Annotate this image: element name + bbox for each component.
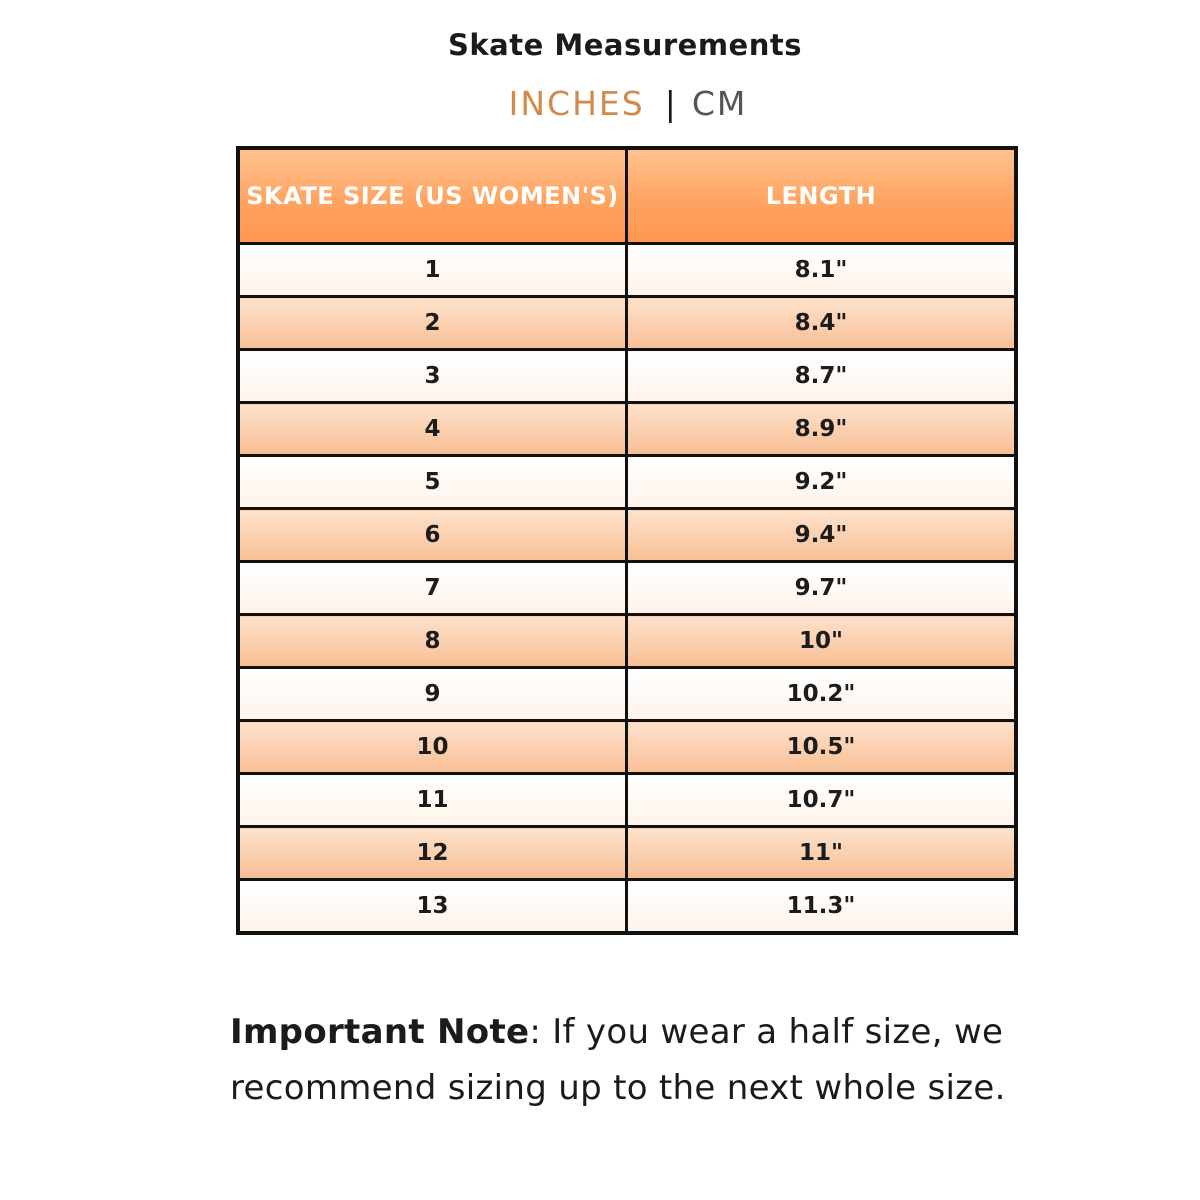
- unit-inches-tab[interactable]: INCHES: [508, 84, 645, 123]
- cell-length: 8.1": [627, 244, 1017, 297]
- cell-skate-size: 12: [238, 827, 627, 880]
- unit-switch: [0, 84, 1200, 124]
- table-row: [238, 350, 1016, 403]
- cell-skate-size: 5: [238, 456, 627, 509]
- table-row: [238, 456, 1016, 509]
- note-text: : If you wear a half size, we recommend sizing up to the next whole size.: [230, 1012, 1006, 1108]
- table-body: [238, 244, 1016, 934]
- table-row: [238, 615, 1016, 668]
- table-row: [238, 562, 1016, 615]
- cell-length: 9.2": [627, 456, 1017, 509]
- cell-length: 11.3": [627, 880, 1017, 934]
- unit-cm-tab[interactable]: CM: [691, 84, 748, 123]
- cell-skate-size: 6: [238, 509, 627, 562]
- cell-length: 9.4": [627, 509, 1017, 562]
- note-label: Important Note: [230, 1012, 530, 1052]
- cell-skate-size: 10: [238, 721, 627, 774]
- cell-skate-size: 8: [238, 615, 627, 668]
- table-row: [238, 509, 1016, 562]
- cell-skate-size: 11: [238, 774, 627, 827]
- cell-skate-size: 1: [238, 244, 627, 297]
- table-row: [238, 827, 1016, 880]
- cell-skate-size: 13: [238, 880, 627, 934]
- cell-length: 9.7": [627, 562, 1017, 615]
- important-note: [230, 1004, 1030, 1116]
- header-length: LENGTH: [627, 148, 1017, 244]
- cell-skate-size: 7: [238, 562, 627, 615]
- cell-skate-size: 3: [238, 350, 627, 403]
- page-title: Skate Measurements: [448, 28, 802, 62]
- cell-length: 8.4": [627, 297, 1017, 350]
- cell-length: 10.5": [627, 721, 1017, 774]
- cell-length: 8.7": [627, 350, 1017, 403]
- unit-separator: |: [664, 84, 678, 123]
- cell-length: 10": [627, 615, 1017, 668]
- cell-length: 10.7": [627, 774, 1017, 827]
- header-skate-size: SKATE SIZE (US WOMEN'S): [238, 148, 627, 244]
- table-row: [238, 403, 1016, 456]
- table-header-row: [238, 148, 1016, 244]
- cell-length: 10.2": [627, 668, 1017, 721]
- cell-length: 8.9": [627, 403, 1017, 456]
- cell-skate-size: 9: [238, 668, 627, 721]
- table-row: [238, 880, 1016, 934]
- table-row: [238, 244, 1016, 297]
- table-row: [238, 297, 1016, 350]
- table-row: [238, 774, 1016, 827]
- cell-skate-size: 2: [238, 297, 627, 350]
- table-row: [238, 668, 1016, 721]
- cell-length: 11": [627, 827, 1017, 880]
- size-chart-table: [236, 146, 1018, 935]
- table-row: [238, 721, 1016, 774]
- cell-skate-size: 4: [238, 403, 627, 456]
